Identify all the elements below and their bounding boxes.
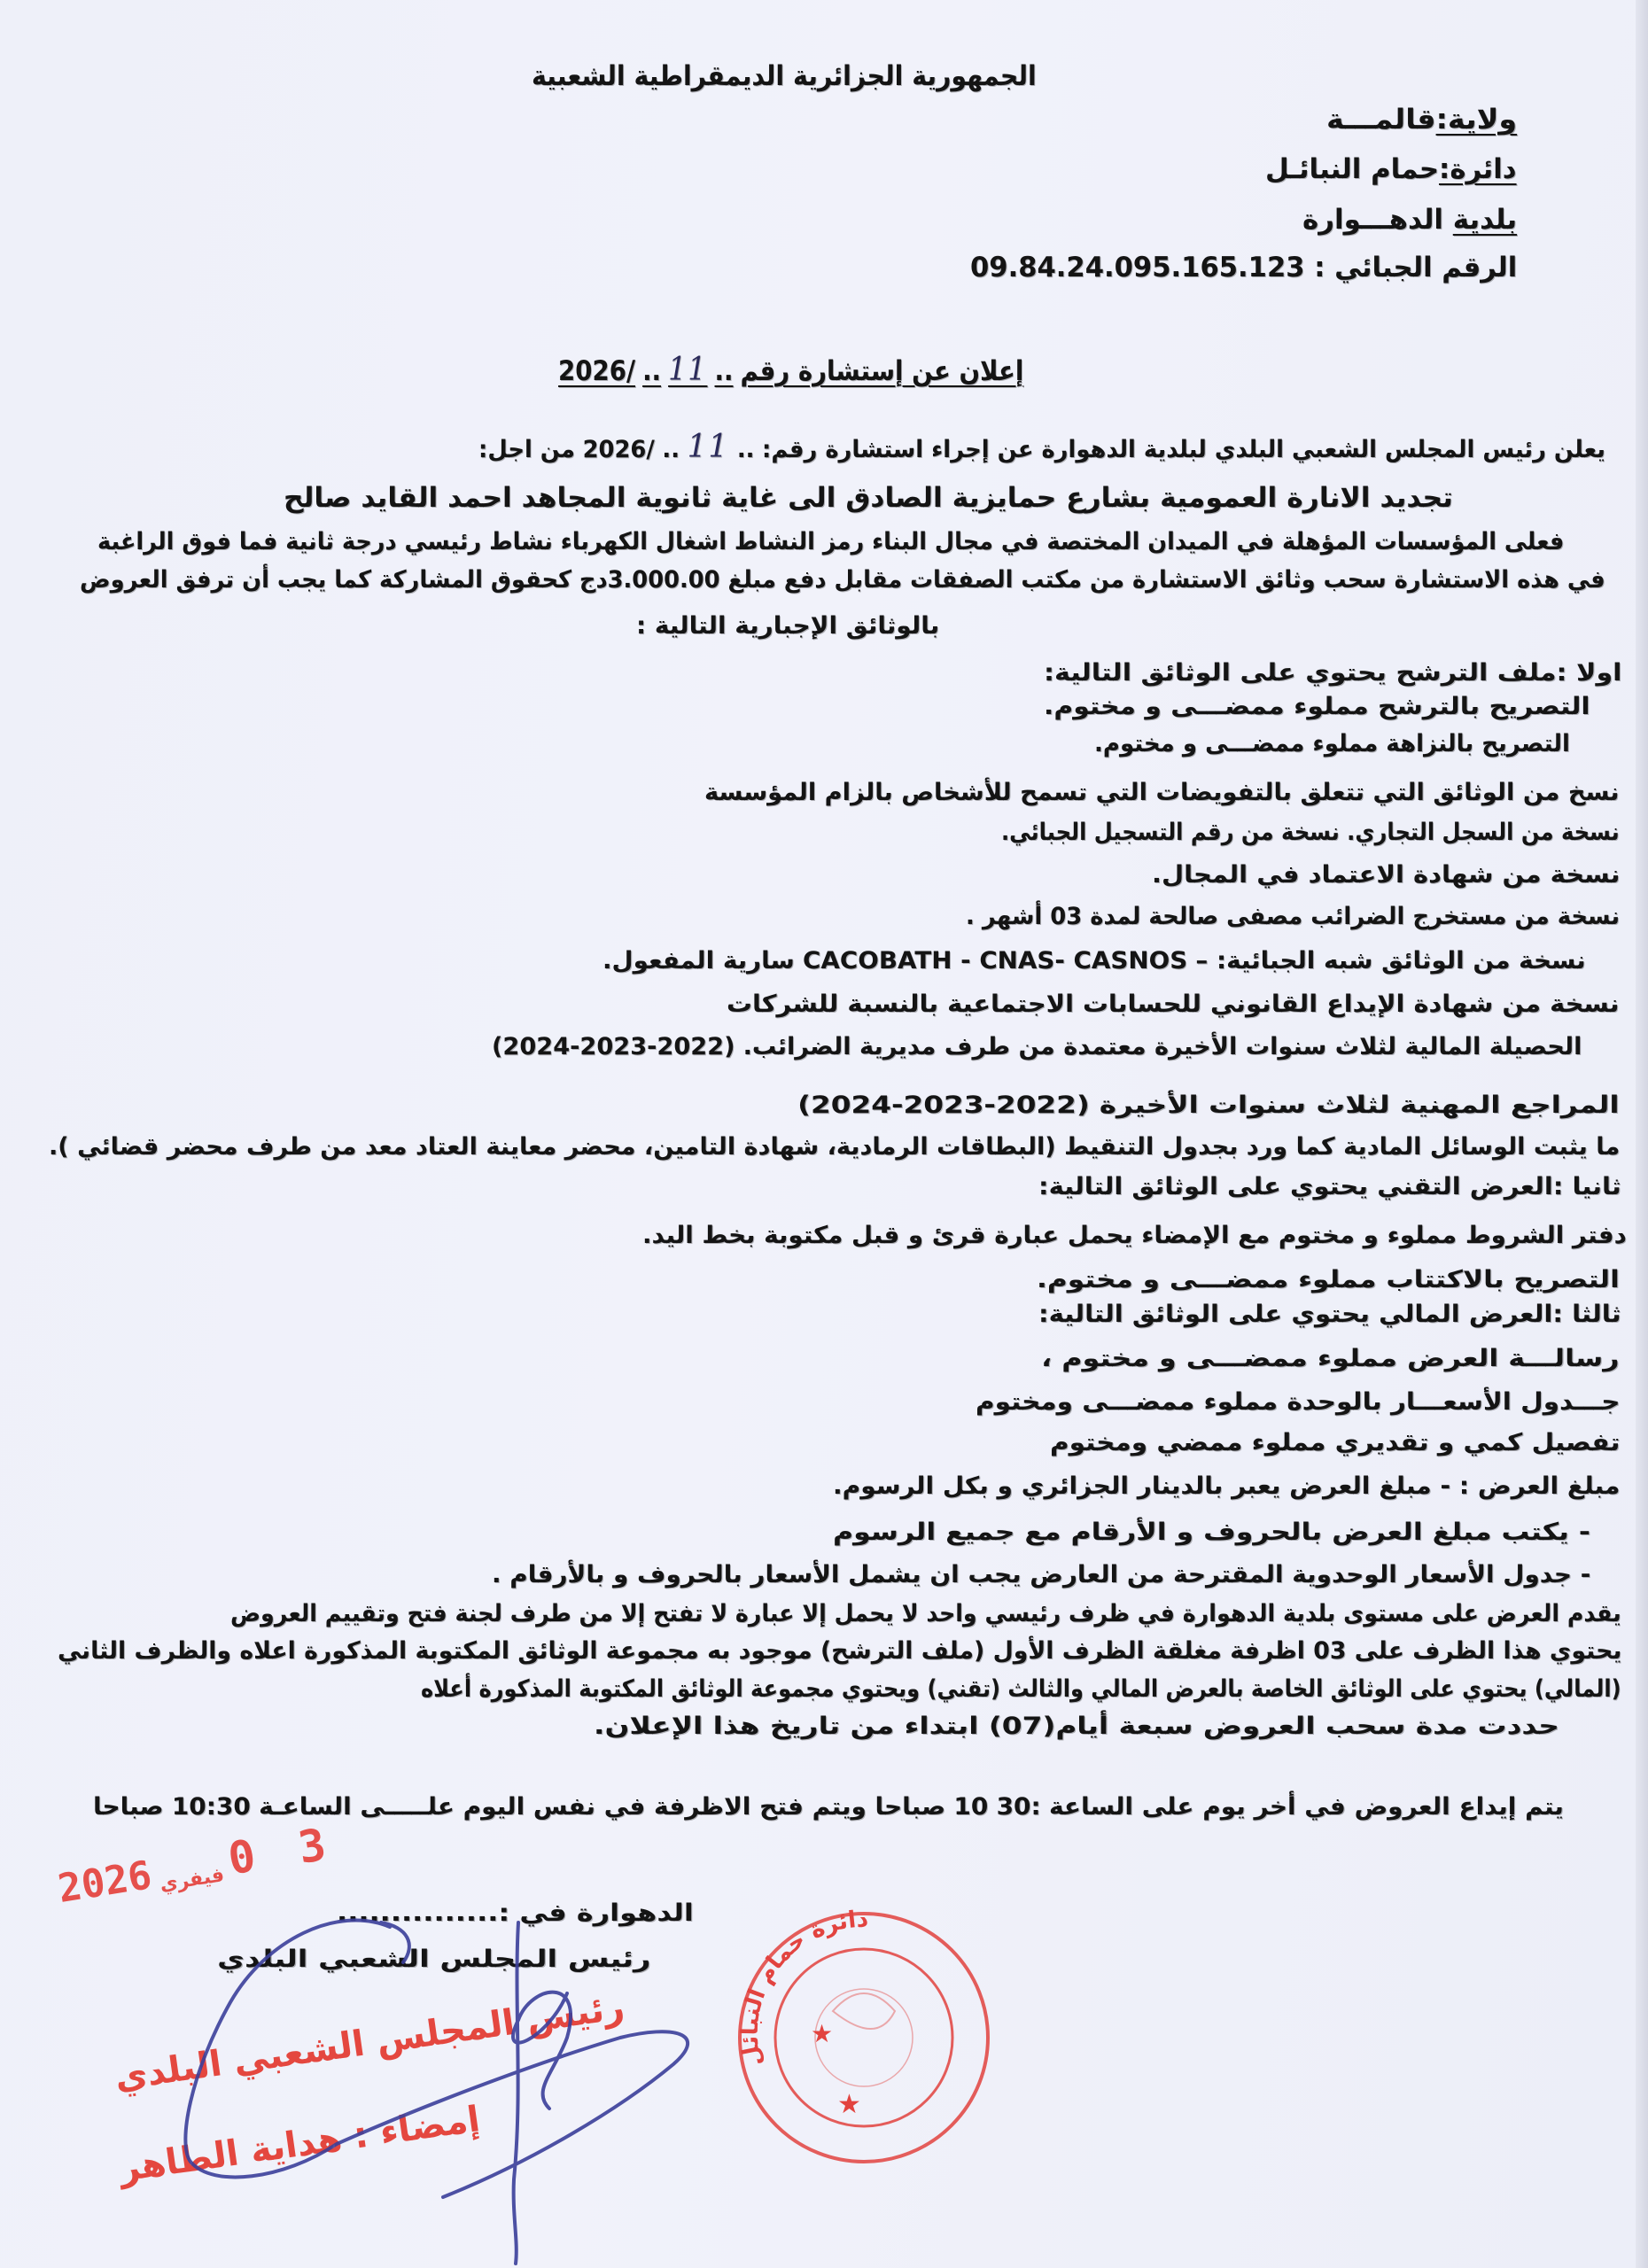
wilaya-line — [1326, 104, 1517, 136]
list-item — [975, 1386, 1620, 1418]
financial-years: (2024-2023-2022) — [491, 1033, 735, 1060]
references-years: (2024-2023-2022) — [797, 1091, 1091, 1119]
list-item — [1152, 859, 1620, 891]
project-title — [284, 482, 1453, 514]
list-item — [49, 1131, 1620, 1163]
submission-line — [58, 1635, 1621, 1667]
submission-text: (المالي) يحتوي على الوثائق الخاصة بالعرض المالي والثالث (تقني) ويحتوي مجموعة الوثائق المكتوبة المذكورة أعلاه — [421, 1675, 1621, 1703]
list-item — [1094, 728, 1570, 760]
list-item — [966, 901, 1620, 933]
list-item-references — [797, 1090, 1620, 1122]
star-icon: ★ — [811, 2019, 834, 2048]
deposit-time-hours: 10 — [953, 1793, 989, 1821]
baladiya-label: بلدية — [1452, 204, 1517, 236]
tax-id-line — [970, 252, 1517, 284]
list-item — [642, 1220, 1627, 1252]
list-item-parafiscal — [602, 945, 1586, 977]
list-item — [704, 777, 1620, 809]
list-item-text: التصريح بالنزاهة مملوء ممضـــى و مختوم. — [1094, 730, 1570, 757]
section1-heading — [1044, 657, 1621, 689]
section3-heading — [1038, 1299, 1621, 1331]
announcement-text: إعلان عن إستشارة رقم — [740, 355, 1023, 387]
date-stamp-day: 0 3 — [224, 1817, 338, 1885]
list-item-text: رسالـــة العرض مملوء ممضـــى و مختوم ، — [1041, 1345, 1620, 1372]
announcement-number-handwritten: 11 — [667, 352, 708, 388]
eligibility-text: بالوثائق الإجبارية التالية : — [635, 612, 939, 640]
intro-text: يعلن رئيس المجلس الشعبي البلدي لبلدية الدهوارة عن إجراء استشارة رقم: — [762, 436, 1605, 463]
list-item-text: جـــدول الأسعـــار بالوحدة مملوء ممضـــى ومختوم — [975, 1388, 1620, 1416]
parafiscal-orgs: CACOBATH - CNAS- CASNOS — [803, 947, 1188, 975]
submission-text: حددت مدة سحب العروض سبعة أيام(07) ابتداء من تاريخ هذا الإعلان. — [594, 1713, 1559, 1740]
daira-line — [1265, 153, 1517, 185]
financial-text: الحصيلة المالية لثلاث سنوات الأخيرة معتمدة من طرف مديرية الضرائب. — [742, 1033, 1582, 1060]
intro-line — [478, 431, 1605, 463]
parafiscal-label: نسخة من الوثائق شبه الجبائية: – — [1195, 947, 1586, 975]
eligibility-line — [636, 610, 939, 642]
section2-heading — [1038, 1171, 1621, 1203]
place-date — [337, 1898, 694, 1930]
eligibility-text: فعلى المؤسسات المؤهلة في الميدان المختصة في مجال البناء رمز النشاط اشغال الكهرباء نشاط رئيسي درجة ثانية فما فوق الراغبة — [97, 528, 1564, 555]
signature-stamp-title: رئيس المجلس الشعبي البلدي — [112, 1986, 627, 2099]
bullet-item-text: - يكتب مبلغ العرض بالحروف و الأرقام مع جميع الرسوم — [833, 1518, 1590, 1546]
list-item-financial — [492, 1031, 1582, 1063]
signatory-title-text: رئيس المجلس الشعبي البلدي — [216, 1946, 650, 1973]
date-stamp-year: 2026 — [55, 1852, 155, 1912]
submission-line — [594, 1711, 1559, 1743]
date-stamp-month: فيفري — [158, 1864, 226, 1897]
baladiya-value: الدهـــوارة — [1302, 204, 1443, 236]
submission-line — [230, 1598, 1621, 1630]
list-item — [1001, 817, 1620, 849]
bullet-item-text: - جدول الأسعار الوحدوية المقترحة من العارض يجب ان يشمل الأسعار بالحروف و بالأرقام . — [491, 1561, 1590, 1588]
list-item-text: نسخة من شهادة الاعتماد في المجال. — [1151, 861, 1620, 889]
deposit-line — [93, 1791, 1564, 1823]
list-item — [1044, 691, 1590, 723]
intro-year: 2026/ — [582, 436, 655, 463]
list-item-text: مبلغ العرض : - مبلغ العرض يعبر بالدينار الجزائري و بكل الرسوم. — [832, 1472, 1620, 1500]
daira-label: دائرة: — [1439, 153, 1517, 185]
list-item-text: نسخ من الوثائق التي تتعلق بالتفويضات التي تسمح للأشخاص بالزام المؤسسة — [704, 779, 1620, 806]
list-item-text: التصريح بالترشح مملوء ممضـــى و مختوم. — [1044, 693, 1590, 720]
announcement-dots: .. — [714, 355, 734, 387]
signatory-title — [133, 1944, 650, 1976]
signature-stamp-name: إمضاء : هداية الطاهر — [116, 2099, 483, 2190]
date-stamp — [54, 1817, 338, 1912]
submission-line — [421, 1674, 1621, 1705]
parafiscal-tail: سارية المفعول. — [602, 947, 796, 975]
list-item-text: نسخة من شهادة الإيداع القانوني للحسابات الاجتماعية بالنسبة للشركات — [727, 990, 1620, 1018]
intro-tail: من اجل: — [478, 436, 576, 463]
eligibility-text: في هذه الاستشارة سحب وثائق الاستشارة من مكتب الصفقات مقابل دفع مبلغ 3.000.00دج كحقوق المشاركة كما يجب أن ترفق العروض — [80, 566, 1605, 594]
star-icon: ★ — [837, 2089, 861, 2120]
list-item — [1037, 1264, 1620, 1296]
deposit-part1: يتم إيداع العروض في أخر يوم على الساعة — [1049, 1793, 1564, 1821]
intro-dots: .. — [736, 436, 755, 463]
eligibility-line — [80, 564, 1605, 596]
tax-id-label: الرقم الجبائي : — [1313, 252, 1517, 284]
list-item — [833, 1471, 1620, 1503]
daira-value: حمام النبائـل — [1265, 153, 1440, 185]
announcement-year: 2026/ — [557, 355, 635, 387]
submission-text: يحتوي هذا الظرف على 03 اظرفة مغلقة الظرف الأول (ملف الترشح) موجود به مجموعة الوثائق المكتوبة المذكورة اعلاه والظرف الثاني — [57, 1637, 1621, 1665]
section2-heading-text: ثانيا :العرض التقني يحتوي على الوثائق التالية: — [1038, 1173, 1621, 1200]
svg-text:دائرة حمام النبائل — [737, 1907, 869, 2069]
round-stamp-text: دائرة حمام النبائل — [736, 1906, 869, 2069]
tax-id-value: 09.84.24.095.165.123 — [969, 252, 1305, 284]
intro-number-handwritten: 11 — [687, 429, 730, 465]
wilaya-value: قالمـــة — [1325, 104, 1436, 136]
bullet-item — [833, 1517, 1590, 1549]
list-item-text: نسخة من السجل التجاري. نسخة من رقم التسجيل الجبائي. — [1001, 819, 1620, 846]
list-item — [1050, 1427, 1620, 1459]
section1-heading-text: اولا :ملف الترشح يحتوي على الوثائق التالية: — [1043, 659, 1621, 687]
section3-heading-text: ثالثا :العرض المالي يحتوي على الوثائق التالية: — [1038, 1301, 1621, 1328]
submission-text: يقدم العرض على مستوى بلدية الدهوارة في ظرف رئيسي واحد لا يحمل إلا عبارة لا تفتح إلا من طرف لجنة فتح وتقييم العروض — [230, 1600, 1621, 1627]
list-item-text: ما يثبت الوسائل المادية كما ورد بجدول التنقيط (البطاقات الرمادية، شهادة التامين، محضر معاينة العتاد معد من طرف محضر قضائي ). — [48, 1133, 1620, 1161]
project-title-text: تجديد الانارة العمومية بشارع حمايزية الصادق الى غاية ثانوية المجاهد احمد القايد صالح — [284, 482, 1453, 514]
deposit-time-minutes: 30: — [996, 1793, 1041, 1821]
bullet-item — [492, 1559, 1590, 1591]
deposit-opening-time: 10:30 — [171, 1793, 251, 1821]
list-item-text: التصريح بالاكتتاب مملوء ممضـــى و مختوم. — [1037, 1266, 1620, 1293]
place-date-text: الدهوارة في :............... — [337, 1899, 694, 1927]
list-item-text: تفصيل كمي و تقديري مملوء ممضي ومختوم — [1049, 1429, 1620, 1456]
announcement-dots: .. — [641, 355, 661, 387]
wilaya-label: ولاية: — [1435, 104, 1517, 136]
announcement-title — [558, 354, 1023, 386]
list-item — [727, 989, 1620, 1021]
list-item — [1041, 1343, 1620, 1375]
eligibility-line — [97, 526, 1564, 558]
deposit-part2: صباحا ويتم فتح الاظرفة في نفس اليوم علـــــى الساعـة — [259, 1793, 946, 1821]
republic-title-text: الجمهورية الجزائرية الديمقراطية الشعبية — [532, 60, 1037, 92]
deposit-part3: صباحا — [93, 1793, 164, 1821]
list-item-text: نسخة من مستخرج الضرائب مصفى صالحة لمدة 03 أشهر . — [965, 903, 1620, 930]
references-text: المراجع المهنية لثلاث سنوات الأخيرة — [1100, 1091, 1620, 1119]
republic-title — [532, 60, 1037, 92]
scan-edge — [1636, 0, 1648, 2268]
baladiya-line — [1302, 204, 1517, 236]
list-item-text: دفتر الشروط مملوء و مختوم مع الإمضاء يحمل عبارة قرئ و قبل مكتوبة بخط اليد. — [642, 1222, 1627, 1249]
intro-dots: .. — [662, 436, 680, 463]
